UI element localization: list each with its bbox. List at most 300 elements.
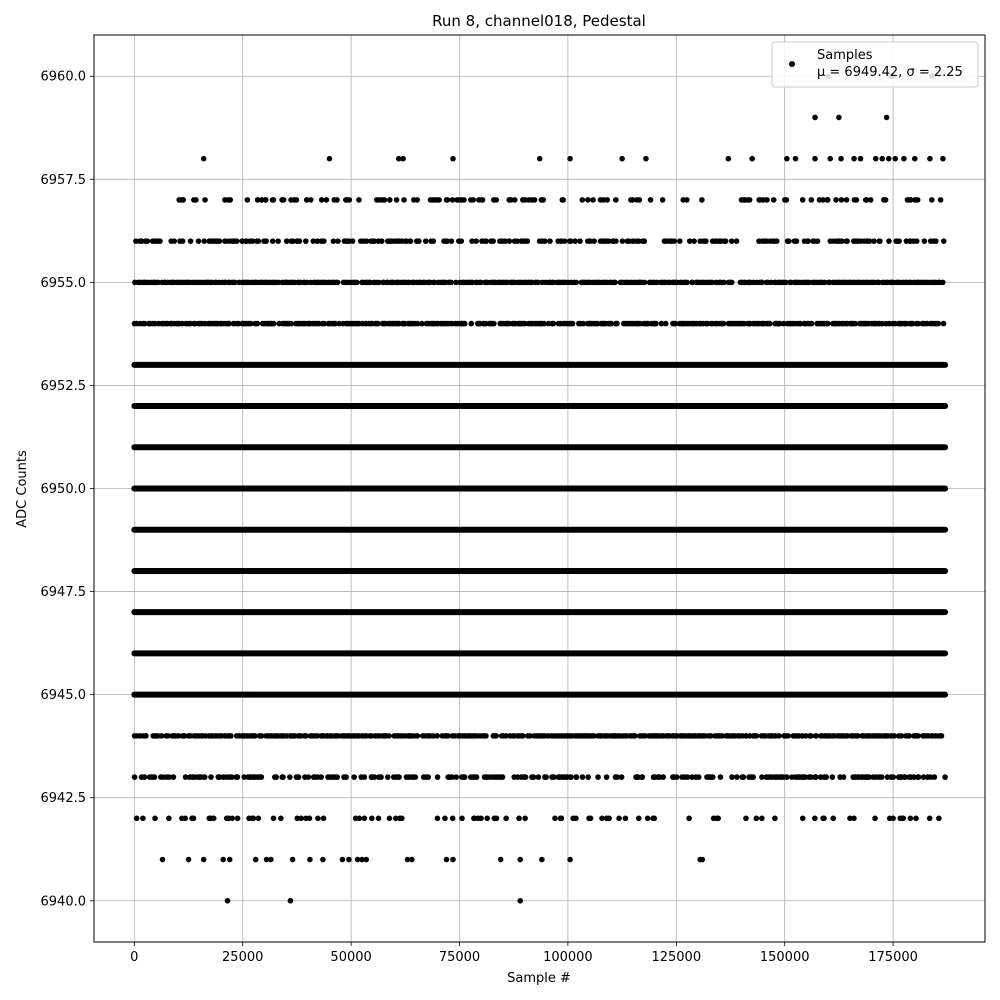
sample-point — [394, 197, 400, 203]
sample-point — [771, 197, 777, 203]
sample-point — [217, 238, 223, 244]
sample-point — [259, 774, 265, 780]
sample-point — [562, 238, 568, 244]
sample-point — [800, 816, 806, 822]
sample-point — [469, 321, 475, 327]
sample-point — [171, 774, 177, 780]
sample-point — [134, 816, 140, 822]
sample-point — [288, 898, 294, 904]
sample-point — [884, 115, 890, 121]
sample-point — [838, 156, 844, 162]
sample-point — [494, 816, 500, 822]
sample-point — [303, 238, 309, 244]
sample-point — [522, 816, 528, 822]
sample-point — [307, 857, 313, 863]
sample-point — [459, 816, 465, 822]
sample-point — [186, 857, 192, 863]
sample-point — [551, 321, 557, 327]
sample-point — [663, 321, 669, 327]
sample-point — [140, 816, 146, 822]
sample-point — [171, 238, 177, 244]
sample-point — [478, 816, 484, 822]
sample-point — [827, 156, 833, 162]
sample-level-6943 — [132, 774, 948, 780]
sample-point — [784, 156, 790, 162]
sample-point — [585, 774, 591, 780]
sample-point — [234, 238, 240, 244]
sample-point — [915, 733, 921, 739]
sample-point — [525, 238, 531, 244]
sample-point — [208, 774, 214, 780]
sample-point — [201, 238, 207, 244]
sample-point — [805, 238, 811, 244]
sample-point — [684, 280, 690, 286]
sample-point — [543, 774, 549, 780]
y-tick-label: 6955.0 — [40, 275, 86, 291]
sample-point — [750, 774, 756, 780]
sample-point — [202, 774, 208, 780]
sample-point — [776, 733, 782, 739]
sample-point — [908, 816, 914, 822]
sample-point — [450, 156, 456, 162]
sample-point — [844, 197, 850, 203]
x-tick-label: 50000 — [330, 950, 372, 965]
sample-point — [844, 238, 850, 244]
sample-point — [306, 774, 312, 780]
sample-point — [435, 816, 441, 822]
sample-point — [932, 774, 938, 780]
sample-point — [577, 238, 583, 244]
sample-point — [614, 321, 620, 327]
sample-point — [507, 238, 513, 244]
sample-point — [520, 733, 526, 739]
sample-point — [645, 816, 651, 822]
sample-point — [767, 321, 773, 327]
sample-point — [415, 733, 421, 739]
sample-point — [500, 774, 506, 780]
sample-point — [166, 816, 172, 822]
sample-point — [423, 238, 429, 244]
sample-point — [378, 774, 384, 780]
sample-point — [700, 857, 706, 863]
sample-point — [225, 898, 231, 904]
sample-point — [484, 816, 490, 822]
sample-point — [445, 197, 451, 203]
sample-point — [220, 857, 226, 863]
sample-point — [256, 816, 262, 822]
sample-point — [729, 280, 735, 286]
sample-point — [623, 816, 629, 822]
sample-point — [660, 774, 666, 780]
sample-point — [517, 857, 523, 863]
x-tick-label: 100000 — [543, 950, 593, 965]
sample-point — [193, 197, 199, 203]
sample-point — [493, 733, 499, 739]
sample-point — [255, 321, 261, 327]
sample-point — [858, 156, 864, 162]
sample-point — [211, 816, 217, 822]
sample-point — [356, 816, 362, 822]
sample-point — [812, 156, 818, 162]
sample-point — [449, 238, 455, 244]
sample-point — [699, 197, 705, 203]
x-tick-label: 175000 — [868, 950, 918, 965]
sample-point — [642, 238, 648, 244]
sample-point — [879, 156, 885, 162]
sample-point — [941, 238, 947, 244]
sample-point — [201, 156, 207, 162]
sample-point — [363, 857, 369, 863]
sample-point — [157, 238, 163, 244]
sample-point — [275, 238, 281, 244]
sample-point — [591, 238, 597, 244]
sample-point — [414, 197, 420, 203]
sample-point — [830, 816, 836, 822]
sample-point — [298, 816, 304, 822]
sample-point — [900, 816, 906, 822]
sample-point — [334, 197, 340, 203]
sample-point — [825, 321, 831, 327]
sample-level-6954 — [132, 321, 947, 327]
sample-point — [851, 816, 857, 822]
sample-point — [335, 280, 341, 286]
sample-point — [532, 197, 538, 203]
sample-point — [356, 197, 362, 203]
sample-point — [886, 238, 892, 244]
sample-point — [604, 774, 610, 780]
sample-point — [327, 156, 333, 162]
sample-point — [539, 857, 545, 863]
sample-point — [321, 816, 327, 822]
sample-point — [754, 733, 760, 739]
y-axis-ticks — [41, 70, 95, 910]
sample-point — [715, 816, 721, 822]
sample-point — [721, 321, 727, 327]
sample-point — [297, 238, 303, 244]
sample-point — [444, 857, 450, 863]
sample-point — [637, 197, 643, 203]
sample-point — [696, 774, 702, 780]
sample-point — [703, 238, 709, 244]
y-tick-label: 6960.0 — [40, 69, 86, 85]
sample-point — [201, 857, 207, 863]
sample-point — [160, 857, 166, 863]
x-tick-label: 150000 — [759, 950, 810, 965]
y-tick-label: 6957.5 — [40, 172, 86, 188]
sample-point — [612, 280, 618, 286]
sample-point — [784, 197, 790, 203]
sample-point — [785, 733, 791, 739]
sample-point — [278, 816, 284, 822]
legend-stats: μ = 6949.42, σ = 2.25 — [817, 65, 963, 80]
sample-point — [854, 197, 860, 203]
sample-point — [841, 774, 847, 780]
sample-point — [335, 238, 341, 244]
sample-point — [892, 156, 898, 162]
sample-point — [567, 156, 573, 162]
sample-point — [812, 816, 818, 822]
legend-marker — [789, 61, 795, 67]
sample-point — [458, 238, 464, 244]
sample-point — [754, 816, 760, 822]
sample-point — [296, 774, 302, 780]
sample-level-6944 — [132, 733, 945, 739]
sample-point — [191, 816, 197, 822]
sample-point — [595, 774, 601, 780]
sample-point — [552, 816, 558, 822]
sample-point — [268, 857, 274, 863]
sample-point — [913, 816, 919, 822]
sample-point — [320, 857, 326, 863]
sample-point — [462, 321, 468, 327]
sample-point — [473, 238, 479, 244]
sample-point — [588, 816, 594, 822]
sample-point — [940, 280, 946, 286]
sample-point — [579, 197, 585, 203]
sample-point — [660, 197, 666, 203]
sample-point — [253, 857, 259, 863]
sample-point — [343, 774, 349, 780]
sample-point — [590, 197, 596, 203]
sample-point — [474, 774, 480, 780]
sample-point — [235, 816, 241, 822]
sample-point — [642, 280, 648, 286]
sample-point — [933, 238, 939, 244]
sample-point — [936, 816, 942, 822]
sample-point — [671, 238, 677, 244]
x-axis-ticks — [130, 942, 918, 965]
sample-point — [202, 197, 208, 203]
sample-point — [324, 197, 330, 203]
sample-point — [648, 197, 654, 203]
sample-point — [483, 733, 489, 739]
sample-point — [729, 774, 735, 780]
sample-point — [759, 816, 765, 822]
sample-point — [604, 197, 610, 203]
sample-point — [152, 774, 158, 780]
sample-point — [890, 816, 896, 822]
sample-point — [180, 238, 186, 244]
sample-point — [400, 156, 406, 162]
sample-point — [573, 816, 579, 822]
sample-point — [559, 816, 565, 822]
y-tick-label: 6942.5 — [40, 791, 86, 807]
sample-point — [764, 197, 770, 203]
sample-point — [376, 816, 382, 822]
sample-point — [830, 774, 836, 780]
sample-point — [516, 816, 522, 822]
sample-point — [401, 197, 407, 203]
sample-point — [263, 238, 269, 244]
sample-point — [462, 774, 468, 780]
sample-point — [227, 857, 233, 863]
sample-point — [180, 197, 186, 203]
sample-level-6955 — [132, 280, 945, 286]
sample-point — [879, 774, 885, 780]
sample-point — [794, 238, 800, 244]
sample-point — [686, 816, 692, 822]
sample-point — [568, 774, 574, 780]
legend-series-name: Samples — [817, 48, 873, 63]
x-tick-label: 0 — [130, 950, 139, 965]
sample-point — [941, 321, 947, 327]
sample-point — [825, 197, 831, 203]
sample-point — [691, 238, 697, 244]
sample-point — [251, 816, 257, 822]
sample-point — [453, 774, 459, 780]
chart-title: Run 8, channel018, Pedestal — [432, 12, 646, 30]
x-tick-label: 125000 — [651, 950, 702, 965]
sample-point — [132, 774, 138, 780]
sample-point — [493, 197, 499, 203]
sample-point — [196, 238, 202, 244]
sample-point — [273, 774, 279, 780]
sample-point — [620, 238, 626, 244]
sample-point — [815, 238, 821, 244]
sample-point — [940, 156, 946, 162]
sample-point — [142, 774, 148, 780]
sample-point — [851, 156, 857, 162]
sample-point — [833, 197, 839, 203]
sample-point — [235, 774, 241, 780]
sample-point — [570, 321, 576, 327]
sample-point — [271, 816, 277, 822]
sample-point — [416, 238, 422, 244]
sample-point — [362, 774, 368, 780]
sample-point — [256, 238, 262, 244]
sample-point — [573, 280, 579, 286]
sample-point — [531, 774, 537, 780]
sample-point — [585, 197, 591, 203]
sample-point — [490, 238, 496, 244]
sample-point — [480, 197, 486, 203]
sample-point — [540, 197, 546, 203]
sample-point — [606, 816, 612, 822]
sample-point — [653, 321, 659, 327]
sample-point — [619, 156, 625, 162]
sample-point — [784, 774, 790, 780]
sample-point — [287, 774, 293, 780]
sample-point — [632, 733, 638, 739]
sample-point — [318, 774, 324, 780]
sample-point — [321, 238, 327, 244]
sample-point — [723, 238, 729, 244]
sample-point — [413, 774, 419, 780]
sample-point — [491, 321, 497, 327]
x-axis-label: Sample # — [507, 971, 571, 986]
sample-point — [734, 238, 740, 244]
sample-point — [498, 857, 504, 863]
sample-point — [613, 238, 619, 244]
sample-point — [922, 238, 928, 244]
sample-point — [434, 733, 440, 739]
sample-point — [281, 197, 287, 203]
sample-point — [868, 197, 874, 203]
sample-point — [430, 238, 436, 244]
sample-point — [743, 816, 749, 822]
sample-point — [580, 774, 586, 780]
sample-point — [613, 197, 619, 203]
sample-point — [425, 774, 431, 780]
sample-point — [271, 197, 277, 203]
sample-point — [143, 733, 149, 739]
sample-point — [935, 321, 941, 327]
sample-point — [915, 197, 921, 203]
sample-point — [793, 156, 799, 162]
sample-point — [369, 816, 375, 822]
sample-point — [537, 156, 543, 162]
sample-point — [639, 774, 645, 780]
sample-point — [399, 816, 405, 822]
sample-point — [809, 321, 815, 327]
sample-point — [396, 774, 402, 780]
sample-point — [346, 857, 352, 863]
sample-point — [939, 733, 945, 739]
sample-point — [636, 816, 642, 822]
sample-point — [152, 816, 158, 822]
sample-point — [188, 238, 194, 244]
sample-point — [772, 816, 778, 822]
sample-point — [813, 774, 819, 780]
sample-point — [307, 816, 313, 822]
legend — [772, 42, 978, 87]
sample-point — [270, 238, 276, 244]
y-tick-label: 6940.0 — [40, 894, 86, 910]
sample-point — [896, 238, 902, 244]
sample-point — [886, 156, 892, 162]
sample-point — [229, 816, 235, 822]
sample-point — [461, 197, 467, 203]
sample-point — [523, 774, 529, 780]
y-tick-label: 6945.0 — [40, 688, 86, 704]
sample-point — [890, 774, 896, 780]
sample-point — [308, 197, 314, 203]
sample-point — [450, 816, 456, 822]
sample-point — [536, 774, 542, 780]
sample-point — [821, 816, 827, 822]
sample-point — [927, 816, 933, 822]
sample-point — [574, 774, 580, 780]
sample-point — [350, 238, 356, 244]
sample-point — [362, 816, 368, 822]
x-tick-label: 25000 — [222, 950, 264, 965]
sample-point — [547, 238, 553, 244]
sample-point — [734, 774, 740, 780]
sample-point — [483, 238, 489, 244]
sample-point — [227, 197, 233, 203]
sample-point — [916, 774, 922, 780]
sample-point — [684, 197, 690, 203]
sample-point — [616, 816, 622, 822]
sample-point — [448, 280, 454, 286]
sample-point — [354, 280, 360, 286]
sample-point — [315, 816, 321, 822]
sample-point — [677, 238, 683, 244]
x-tick-label: 75000 — [438, 950, 481, 965]
sample-point — [914, 238, 920, 244]
sample-point — [823, 774, 829, 780]
y-tick-label: 6950.0 — [40, 482, 86, 497]
sample-point — [567, 857, 573, 863]
sample-point — [387, 197, 393, 203]
sample-point — [812, 115, 818, 121]
sample-point — [619, 774, 625, 780]
sample-point — [729, 238, 735, 244]
sample-point — [512, 197, 518, 203]
sample-point — [290, 857, 296, 863]
sample-point — [901, 156, 907, 162]
sample-point — [710, 774, 716, 780]
